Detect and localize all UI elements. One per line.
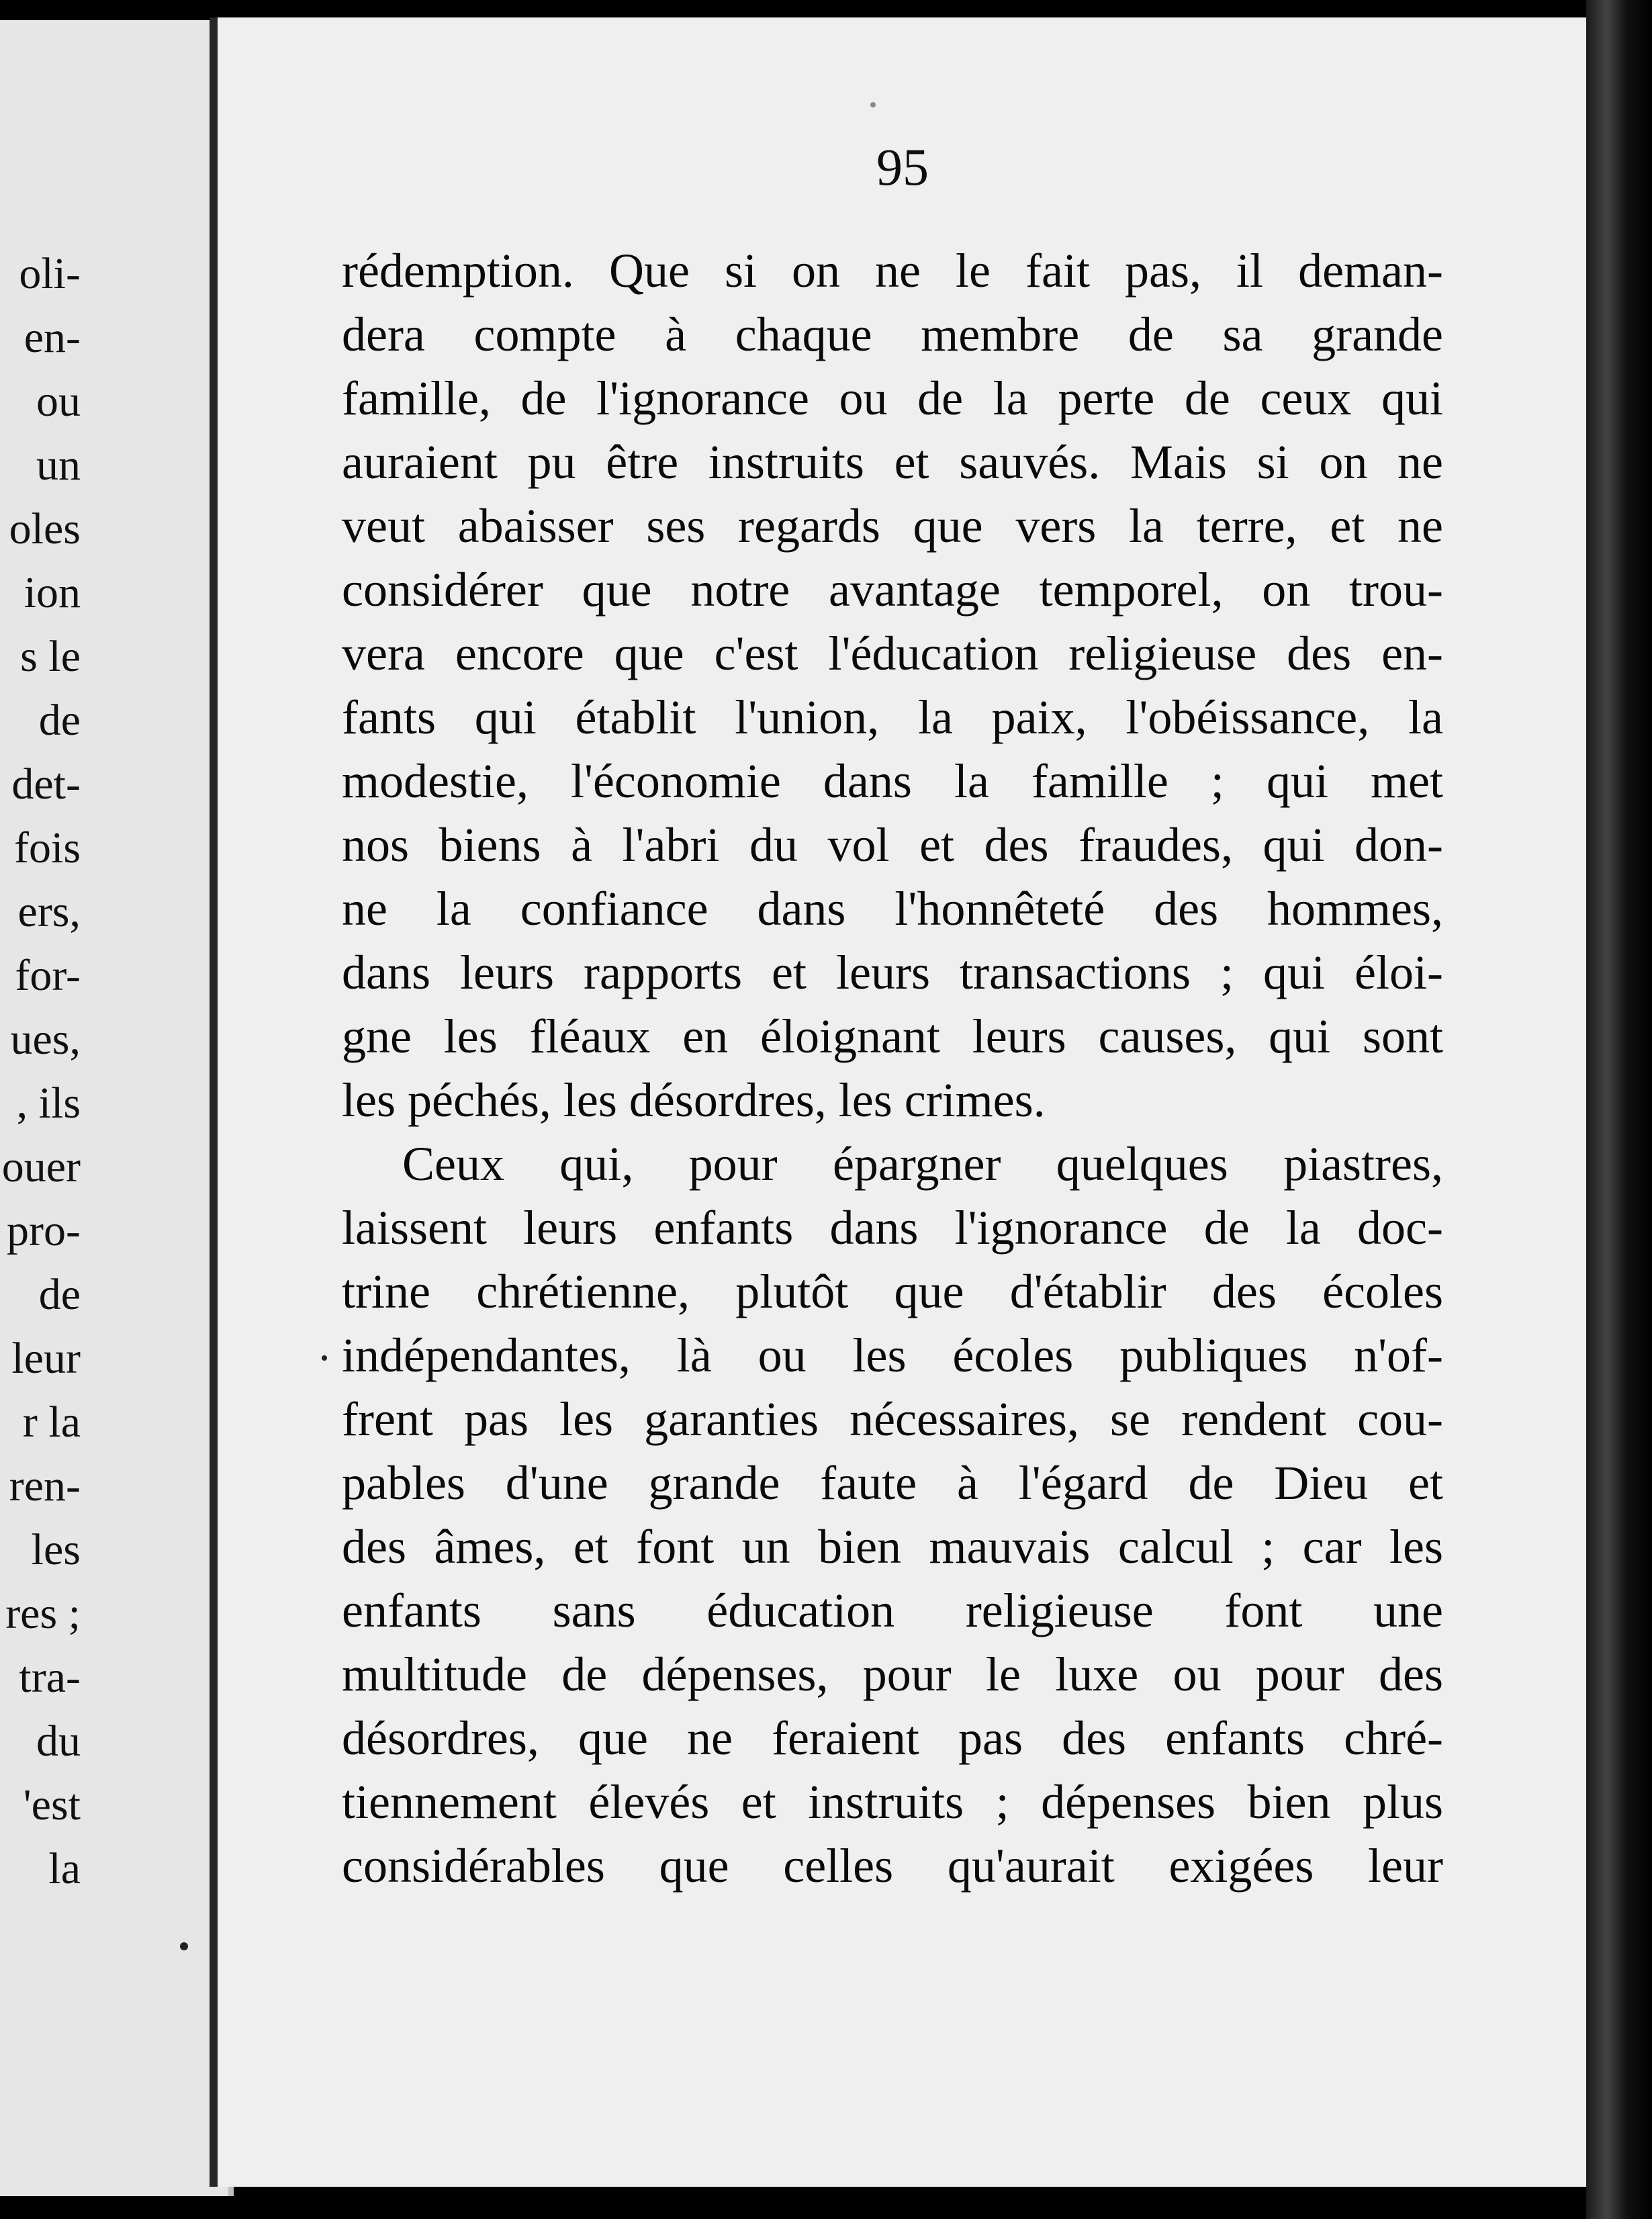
left-fragment: ou	[36, 377, 81, 426]
text-line: vera encore que c'est l'éducation religieuse des en-	[342, 627, 1443, 680]
right-page	[210, 17, 1594, 2187]
text-line: ne la confiance dans l'honnêteté des hommes,	[342, 882, 1443, 936]
left-fragment: s le	[20, 632, 81, 681]
page-number: 95	[876, 138, 929, 196]
left-fragment: en-	[24, 313, 81, 362]
left-fragment: ion	[24, 568, 81, 617]
text-line: rédemption. Que si on ne le fait pas, il deman-	[342, 244, 1443, 298]
left-fragment: du	[36, 1717, 81, 1766]
ink-speck	[180, 1942, 188, 1950]
left-fragment: det-	[11, 760, 81, 809]
left-fragment: 'est	[23, 1780, 81, 1829]
left-fragment: pro-	[7, 1206, 81, 1255]
text-line: dans leurs rapports et leurs transactions ; qui éloi-	[342, 946, 1443, 999]
text-line: modestie, l'économie dans la famille ; qui met	[342, 754, 1443, 808]
left-fragment: r la	[22, 1398, 81, 1447]
left-fragment: , ils	[16, 1079, 81, 1128]
text-line: Ceux qui, pour épargner quelques piastres,	[402, 1137, 1443, 1191]
text-line: frent pas les garanties nécessaires, se rendent cou-	[342, 1392, 1443, 1446]
left-fragment: la	[48, 1844, 81, 1893]
left-fragment: tra-	[19, 1653, 81, 1702]
left-fragment: ers,	[17, 887, 81, 936]
page-body	[342, 239, 1443, 1898]
left-fragment: les	[31, 1525, 81, 1574]
left-fragment: ues,	[10, 1015, 81, 1064]
text-line: dera compte à chaque membre de sa grande	[342, 308, 1443, 361]
text-line: gne les fléaux en éloignant leurs causes, qui sont	[342, 1009, 1443, 1063]
left-fragment: for-	[15, 951, 81, 1000]
left-fragment: de	[38, 696, 81, 745]
left-fragment: oles	[9, 504, 81, 553]
text-line: famille, de l'ignorance ou de la perte de ceux qui	[342, 371, 1443, 425]
book-edge-shadow	[1586, 0, 1652, 2219]
paragraph-2	[342, 1132, 1443, 1898]
text-line: considérer que notre avantage temporel, on trou-	[342, 563, 1443, 617]
text-line: enfants sans éducation religieuse font une	[342, 1584, 1443, 1637]
text-line: auraient pu être instruits et sauvés. Mais si on ne	[342, 435, 1443, 489]
ink-speck	[870, 102, 876, 107]
left-fragment: un	[36, 441, 81, 490]
text-line: tiennement élevés et instruits ; dépenses bien plus	[342, 1775, 1443, 1829]
text-line: les péchés, les désordres, les crimes.	[342, 1073, 1046, 1127]
text-line: multitude de dépenses, pour le luxe ou pour des	[342, 1647, 1443, 1701]
left-fragment: oli-	[19, 249, 81, 298]
left-page	[0, 20, 234, 2196]
text-line: des âmes, et font un bien mauvais calcul ; car les	[342, 1520, 1443, 1574]
text-line: désordres, que ne feraient pas des enfants chré-	[342, 1711, 1443, 1765]
text-line: trine chrétienne, plutôt que d'établir des écoles	[342, 1265, 1443, 1318]
text-line: fants qui établit l'union, la paix, l'obéissance, la	[342, 690, 1443, 744]
left-page-text-fragments	[0, 242, 81, 1901]
left-fragment: fois	[14, 823, 81, 872]
left-fragment: leur	[11, 1334, 81, 1383]
left-fragment: res ;	[5, 1589, 81, 1638]
text-line: pables d'une grande faute à l'égard de Dieu et	[342, 1456, 1443, 1510]
left-fragment: ren-	[9, 1461, 81, 1510]
text-line: veut abaisser ses regards que vers la terre, et ne	[342, 499, 1443, 553]
text-line: indépendantes, là ou les écoles publiques n'of-	[342, 1328, 1443, 1382]
text-line: laissent leurs enfants dans l'ignorance de la doc-	[342, 1201, 1443, 1255]
text-line: considérables que celles qu'aurait exigées leur	[342, 1839, 1443, 1893]
text-line: nos biens à l'abri du vol et des fraudes, qui don-	[342, 818, 1443, 872]
paragraph-1	[342, 239, 1443, 1132]
left-fragment: ouer	[1, 1142, 81, 1191]
left-fragment: de	[38, 1270, 81, 1319]
ink-speck	[322, 1355, 327, 1361]
